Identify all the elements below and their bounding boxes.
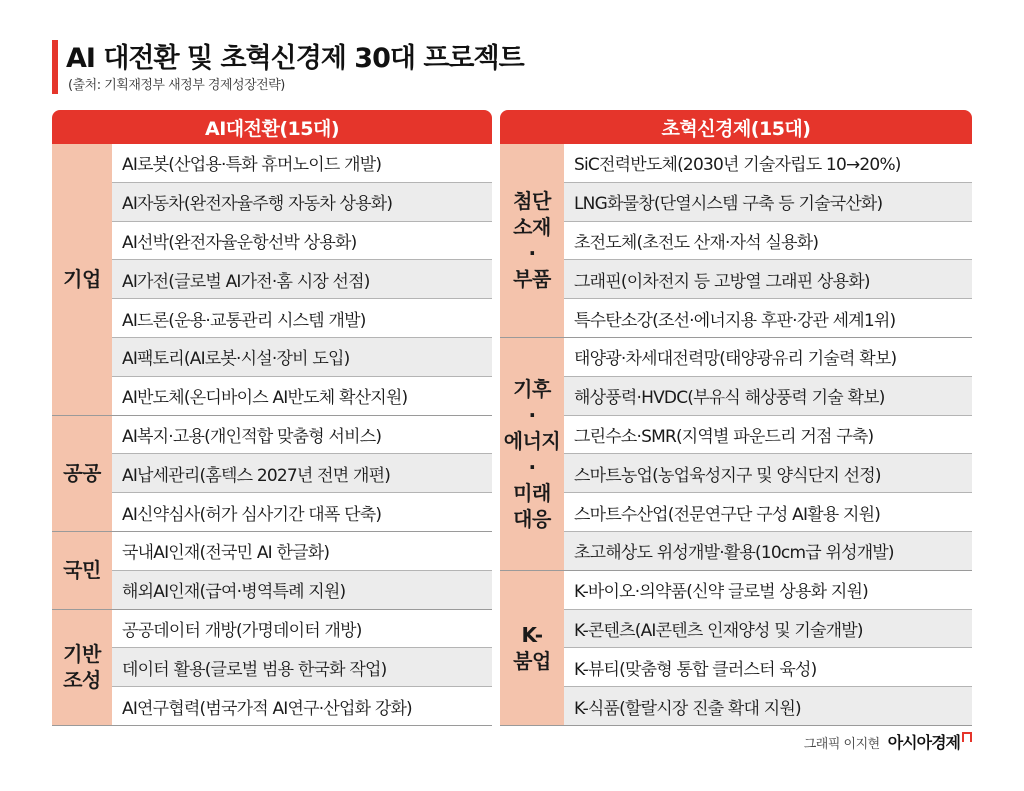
- project-item: AI가전(글로벌 AI가전·홈 시장 선점): [112, 259, 492, 298]
- project-item: 국내AI인재(전국민 AI 한글화): [112, 532, 492, 570]
- project-item: 태양광·차세대전력망(태양광유리 기술력 확보): [564, 338, 972, 376]
- project-item: 데이터 활용(글로벌 범용 한국화 작업): [112, 647, 492, 686]
- project-item: 해상풍력·HVDC(부유식 해상풍력 기술 확보): [564, 376, 972, 415]
- credit-author: 그래픽 이지현: [803, 737, 880, 752]
- project-item: LNG화물창(단열시스템 구축 등 기술국산화): [564, 182, 972, 221]
- group-foundation: [52, 610, 492, 726]
- source-note: (출처: 기획재정부 새정부 경제성장전략): [68, 78, 285, 93]
- group-label: 공공: [52, 416, 112, 531]
- project-item: 특수탄소강(조선·에너지용 후판·강관 세계1위): [564, 298, 972, 337]
- project-item: AI반도체(온디바이스 AI반도체 확산지원): [112, 376, 492, 415]
- title-accent-bar: [52, 40, 58, 94]
- project-item: K-콘텐츠(AI콘텐츠 인재양성 및 기술개발): [564, 609, 972, 648]
- ai-transition-panel: [52, 110, 492, 726]
- project-item: AI선박(완전자율운항선박 상용화): [112, 221, 492, 260]
- group-public: [52, 416, 492, 532]
- super-innovation-panel: [500, 110, 972, 726]
- project-item: AI연구협력(범국가적 AI연구·산업화 강화): [112, 686, 492, 725]
- brand-name: 아시아경제: [887, 733, 960, 752]
- ai-transition-header: AI대전환(15대): [52, 110, 492, 144]
- group-k-boom: [500, 571, 972, 726]
- project-item: 스마트수산업(전문연구단 구성 AI활용 지원): [564, 492, 972, 531]
- brand-logo: [888, 730, 972, 753]
- group-label: 기반 조성: [52, 610, 112, 725]
- project-item: AI신약심사(허가 심사기간 대폭 단축): [112, 492, 492, 531]
- group-label: 첨단 소재 · 부품: [500, 144, 564, 337]
- project-item: AI로봇(산업용·특화 휴머노이드 개발): [112, 144, 492, 182]
- group-climate-energy: [500, 338, 972, 571]
- super-innovation-header: 초혁신경제(15대): [500, 110, 972, 144]
- project-item: 공공데이터 개방(가명데이터 개방): [112, 610, 492, 648]
- project-item: K-식품(할랄시장 진출 확대 지원): [564, 686, 972, 725]
- group-citizens: [52, 532, 492, 610]
- project-item: 해외AI인재(급여·병역특례 지원): [112, 570, 492, 609]
- project-item: AI자동차(완전자율주행 자동차 상용화): [112, 182, 492, 221]
- page-title: AI 대전환 및 초혁신경제 30대 프로젝트: [66, 43, 524, 74]
- group-label: 국민: [52, 532, 112, 609]
- project-item: 초고해상도 위성개발·활용(10cm급 위성개발): [564, 531, 972, 570]
- project-item: SiC전력반도체(2030년 기술자립도 10→20%): [564, 144, 972, 182]
- project-item: 그린수소·SMR(지역별 파운드리 거점 구축): [564, 415, 972, 454]
- group-label: 기후 · 에너지 · 미래 대응: [500, 338, 564, 570]
- group-enterprise: [52, 144, 492, 416]
- group-label: K- 붐업: [500, 571, 564, 725]
- credit: [804, 730, 972, 753]
- project-item: K-뷰티(맞춤형 통합 클러스터 육성): [564, 647, 972, 686]
- project-item: 스마트농업(농업육성지구 및 양식단지 선정): [564, 453, 972, 492]
- brand-mark-icon: [962, 732, 972, 742]
- group-label: 기업: [52, 144, 112, 415]
- project-item: AI납세관리(홈텍스 2027년 전면 개편): [112, 453, 492, 492]
- project-item: 초전도체(초전도 산재·자석 실용화): [564, 221, 972, 260]
- group-advanced-materials: [500, 144, 972, 338]
- project-item: AI복지·고용(개인적합 맞춤형 서비스): [112, 416, 492, 454]
- project-item: AI드론(운용·교통관리 시스템 개발): [112, 298, 492, 337]
- project-item: AI팩토리(AI로봇·시설·장비 도입): [112, 337, 492, 376]
- project-item: K-바이오·의약품(신약 글로벌 상용화 지원): [564, 571, 972, 609]
- project-item: 그래핀(이차전지 등 고방열 그래핀 상용화): [564, 259, 972, 298]
